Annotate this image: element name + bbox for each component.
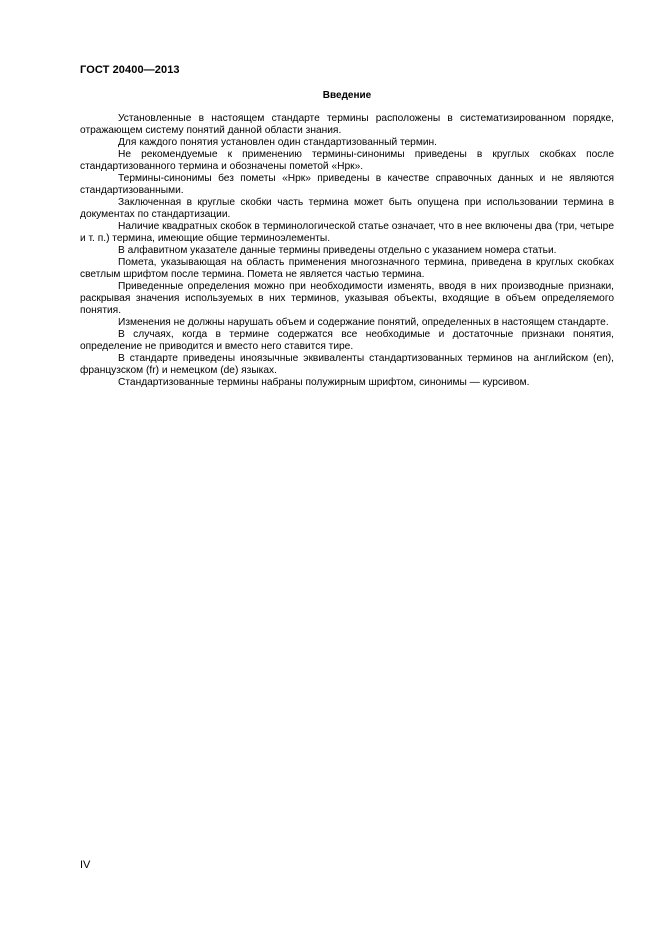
introduction-body xyxy=(80,113,614,389)
paragraph: Стандартизованные термины набраны полужирным шрифтом, синонимы — курсивом. xyxy=(118,377,530,388)
paragraph: Изменения не должны нарушать объем и содержание понятий, определенных в настоящем стандарте. xyxy=(118,317,609,328)
paragraph: В случаях, когда в термине содержатся все необходимые и достаточные признаки понятия, определение не приводится и вместо него ставится тире. xyxy=(80,329,614,352)
paragraph: Наличие квадратных скобок в терминологической статье означает, что в нее включены два (три, четыре и т. п.) термина, имеющие общие терминоэлементы. xyxy=(80,221,614,244)
paragraph: Термины-синонимы без пометы «Нрк» приведены в качестве справочных данных и не являются стандартизованными. xyxy=(80,173,614,196)
page-number: IV xyxy=(80,859,91,871)
paragraph: Не рекомендуемые к применению термины-синонимы приведены в круглых скобках после стандартизованного термина и обозначены пометой «Нрк». xyxy=(80,149,614,172)
paragraph: В стандарте приведены иноязычные эквиваленты стандартизованных терминов на английском (en), французском (fr) и немецком (de) языках. xyxy=(80,353,614,376)
document-code: ГОСТ 20400—2013 xyxy=(80,64,180,76)
paragraph: В алфавитном указателе данные термины приведены отдельно с указанием номера статьи. xyxy=(118,245,557,256)
paragraph: Установленные в настоящем стандарте термины расположены в систематизированном порядке, отражающем систему понятий данной области знания. xyxy=(80,113,614,136)
paragraph: Для каждого понятия установлен один стандартизованный термин. xyxy=(118,137,437,148)
paragraph: Приведенные определения можно при необходимости изменять, вводя в них производные признаки, раскрывая значения используемых в них терминов, указывая объекты, входящие в объем определяемого понятия. xyxy=(80,281,614,316)
paragraph: Заключенная в круглые скобки часть термина может быть опущена при использовании термина в документах по стандартизации. xyxy=(80,197,614,220)
section-title: Введение xyxy=(322,90,372,101)
paragraph: Пометa, указывающая на область применения многозначного термина, приведена в круглых скобках светлым шрифтом после термина. Помета не является частью термина. xyxy=(80,257,614,280)
